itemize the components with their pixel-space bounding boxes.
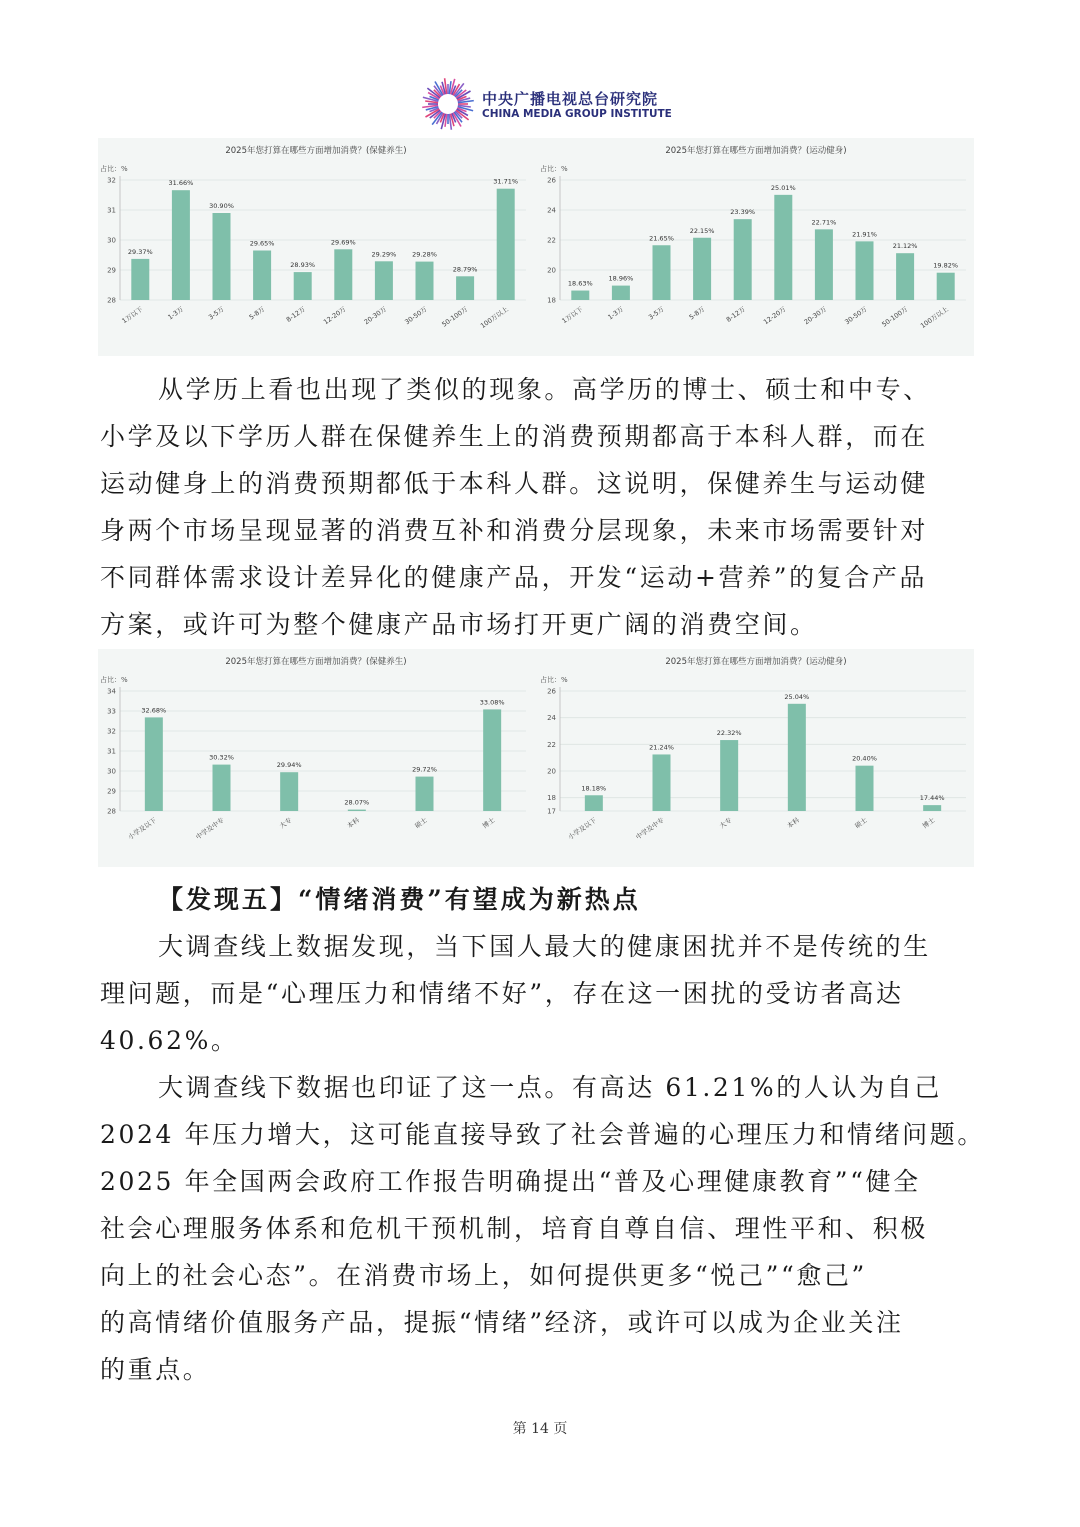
chart-health-care-by-income [98, 138, 534, 356]
bar [571, 291, 589, 300]
y-tick-label: 24 [547, 714, 556, 723]
bar [131, 259, 149, 300]
bar [172, 190, 190, 300]
bar [815, 229, 833, 300]
x-tick-label: 100万以上 [919, 305, 950, 330]
text-line: 运动健身上的消费预期都低于本科人群。这说明，保健养生与运动健 [100, 469, 929, 498]
data-label: 23.39% [730, 208, 756, 217]
chart-fitness-by-income [538, 138, 974, 356]
bar [253, 251, 271, 301]
data-label: 29.29% [371, 250, 397, 259]
org-name-en: CHINA MEDIA GROUP INSTITUTE [482, 108, 672, 120]
y-tick-label: 33 [107, 707, 116, 716]
y-tick-label: 28 [107, 296, 116, 305]
chart-row-education [98, 649, 974, 867]
text-line: 的重点。 [100, 1355, 211, 1384]
x-tick-label: 硕士 [413, 816, 429, 831]
text-line: 40.62%。 [100, 1026, 239, 1055]
bar [334, 249, 352, 300]
data-label: 31.71% [493, 177, 519, 186]
org-name-cn: 中央广播电视总台研究院 [482, 90, 659, 108]
paragraph-offline-data [100, 1064, 985, 1393]
y-tick-label: 26 [547, 176, 556, 185]
y-tick-label: 30 [107, 236, 116, 245]
bar [456, 276, 474, 300]
text-line: 理问题，而是“心理压力和情绪不好”，存在这一困扰的受访者高达 [100, 979, 904, 1008]
text-line: 社会心理服务体系和危机干预机制，培育自尊自信、理性平和、积极 [100, 1214, 929, 1243]
x-tick-label: 20-30万 [362, 305, 389, 327]
y-axis-label: 占比：% [540, 165, 568, 173]
y-axis-label: 占比：% [100, 676, 128, 684]
text-line: 大调查线上数据发现，当下国人最大的健康困扰并不是传统的生 [158, 932, 931, 961]
x-tick-label: 博士 [481, 816, 497, 831]
y-tick-label: 30 [107, 767, 116, 776]
data-label: 29.28% [412, 250, 437, 259]
bar [416, 777, 434, 811]
header-logo [420, 76, 720, 136]
paragraph-education [100, 366, 980, 648]
x-tick-label: 中学及中专 [634, 816, 666, 842]
bar [720, 740, 738, 811]
data-label: 25.04% [784, 692, 810, 701]
bar [653, 754, 671, 811]
bar [612, 286, 630, 300]
x-tick-label: 大专 [278, 816, 294, 831]
data-label: 28.93% [290, 261, 316, 270]
x-tick-label: 小学及以下 [566, 816, 598, 842]
x-tick-label: 50-100万 [880, 305, 910, 329]
bar [213, 213, 231, 300]
text-line: 身两个市场呈现显著的消费互补和消费分层现象，未来市场需要针对 [100, 516, 929, 545]
y-tick-label: 22 [547, 740, 556, 749]
bar [856, 241, 874, 300]
bar [923, 805, 941, 811]
bar [145, 717, 163, 811]
y-axis-label: 占比：% [100, 165, 128, 173]
bar [693, 238, 711, 300]
data-label: 21.12% [892, 242, 918, 251]
text-line: 的高情绪价值服务产品，提振“情绪”经济，或许可以成为企业关注 [100, 1308, 904, 1337]
data-label: 31.66% [168, 179, 194, 188]
text-line: 大调查线下数据也印证了这一点。有高达 61.21%的人认为自己 [158, 1073, 942, 1102]
bar [734, 219, 752, 300]
data-label: 18.96% [608, 274, 634, 283]
data-label: 21.24% [649, 743, 674, 752]
bar [856, 766, 874, 811]
x-tick-label: 50-100万 [440, 305, 470, 329]
data-label: 21.91% [852, 230, 877, 239]
y-tick-label: 31 [107, 747, 116, 756]
bar [585, 795, 603, 811]
data-label: 20.40% [852, 754, 877, 763]
text-line: 向上的社会心态”。在消费市场上，如何提供更多“悦己”“愈己” [100, 1261, 867, 1290]
x-tick-label: 5-8万 [247, 305, 267, 322]
data-label: 30.90% [209, 202, 234, 210]
chart-title: 2025年您打算在哪些方面增加消费？(运动健身) [665, 146, 847, 156]
x-tick-label: 1-3万 [606, 305, 626, 322]
bar [280, 772, 298, 811]
y-tick-label: 20 [547, 767, 556, 776]
data-label: 25.01% [770, 183, 796, 192]
bar [653, 245, 671, 300]
chart-health-care-by-education [98, 649, 534, 867]
y-tick-label: 34 [107, 687, 116, 696]
data-label: 33.08% [479, 698, 505, 707]
data-label: 21.65% [649, 234, 674, 243]
text-line: 不同群体需求设计差异化的健康产品，开发“运动+营养”的复合产品 [100, 563, 928, 592]
y-tick-label: 32 [107, 727, 116, 736]
section-heading: 【发现五】“情绪消费”有望成为新热点 [158, 885, 641, 914]
x-tick-label: 小学及以下 [126, 816, 158, 842]
data-label: 29.37% [127, 247, 153, 256]
x-tick-label: 1万以下 [120, 305, 145, 326]
data-label: 22.15% [689, 226, 715, 235]
text-line: 2024 年压力增大，这可能直接导致了社会普遍的心理压力和情绪问题。 [100, 1120, 985, 1149]
x-tick-label: 8-12万 [284, 305, 307, 324]
data-label: 29.94% [276, 761, 302, 770]
x-tick-label: 5-8万 [687, 305, 707, 322]
x-tick-label: 3-5万 [647, 305, 666, 322]
y-tick-label: 31 [107, 206, 116, 215]
bar [416, 262, 434, 300]
data-label: 17.44% [919, 794, 945, 803]
y-tick-label: 29 [107, 787, 116, 796]
cmg-institute-logo-icon [420, 76, 476, 132]
x-tick-label: 硕士 [853, 816, 869, 831]
data-label: 29.69% [330, 238, 356, 247]
x-tick-label: 12-20万 [762, 305, 788, 327]
bar [774, 195, 792, 300]
bar [937, 273, 955, 300]
paragraph-online-data [100, 923, 980, 1064]
text-line: 从学历上看也出现了类似的现象。高学历的博士、硕士和中专、 [158, 375, 931, 404]
chart-title: 2025年您打算在哪些方面增加消费？(保健养生) [225, 657, 407, 667]
x-tick-label: 1万以下 [560, 305, 585, 326]
text-line: 小学及以下学历人群在保健养生上的消费预期都高于本科人群，而在 [100, 422, 929, 451]
chart-title: 2025年您打算在哪些方面增加消费？(运动健身) [665, 657, 847, 667]
y-tick-label: 28 [107, 807, 116, 816]
x-tick-label: 12-20万 [322, 305, 348, 327]
y-tick-label: 18 [547, 794, 556, 803]
bar [497, 189, 515, 300]
x-tick-label: 大专 [718, 816, 734, 831]
x-tick-label: 3-5万 [207, 305, 226, 322]
bar [348, 810, 366, 811]
y-tick-label: 26 [547, 687, 556, 696]
y-tick-label: 29 [107, 266, 116, 275]
x-tick-label: 中学及中专 [194, 816, 226, 842]
x-tick-label: 30-50万 [403, 305, 429, 327]
text-line: 方案，或许可为整个健康产品市场打开更广阔的消费空间。 [100, 610, 818, 639]
x-tick-label: 本科 [785, 816, 801, 831]
data-label: 18.63% [567, 279, 593, 288]
bar [896, 253, 914, 300]
bar [294, 272, 312, 300]
data-label: 18.18% [581, 784, 607, 793]
bar [213, 765, 231, 811]
x-tick-label: 本科 [345, 816, 361, 831]
page-number: 第 14 页 [512, 1421, 568, 1437]
bar [483, 709, 501, 811]
data-label: 28.07% [344, 798, 370, 807]
x-tick-label: 30-50万 [843, 305, 869, 327]
y-axis-label: 占比：% [540, 676, 568, 684]
x-tick-label: 100万以上 [479, 305, 510, 330]
x-tick-label: 20-30万 [802, 305, 829, 327]
chart-fitness-by-education [538, 649, 974, 867]
text-line: 2025 年全国两会政府工作报告明确提出“普及心理健康教育”“健全 [100, 1167, 921, 1196]
y-tick-label: 18 [547, 296, 556, 305]
data-label: 29.65% [249, 239, 275, 248]
x-tick-label: 博士 [921, 816, 937, 831]
bar [788, 704, 806, 811]
chart-title: 2025年您打算在哪些方面增加消费？(保健养生) [225, 146, 407, 156]
chart-row-income [98, 138, 974, 356]
data-label: 29.72% [412, 765, 437, 774]
y-tick-label: 22 [547, 236, 556, 245]
data-label: 32.68% [141, 706, 167, 715]
y-tick-label: 20 [547, 266, 556, 275]
y-tick-label: 32 [107, 176, 116, 185]
data-label: 22.71% [811, 218, 837, 227]
data-label: 22.32% [716, 729, 742, 738]
y-tick-label: 24 [547, 206, 556, 215]
y-tick-label: 17 [547, 807, 556, 816]
data-label: 19.82% [933, 261, 959, 270]
bar [375, 261, 393, 300]
data-label: 28.79% [452, 265, 478, 274]
x-tick-label: 1-3万 [166, 305, 186, 322]
data-label: 30.32% [209, 753, 234, 762]
x-tick-label: 8-12万 [724, 305, 747, 324]
